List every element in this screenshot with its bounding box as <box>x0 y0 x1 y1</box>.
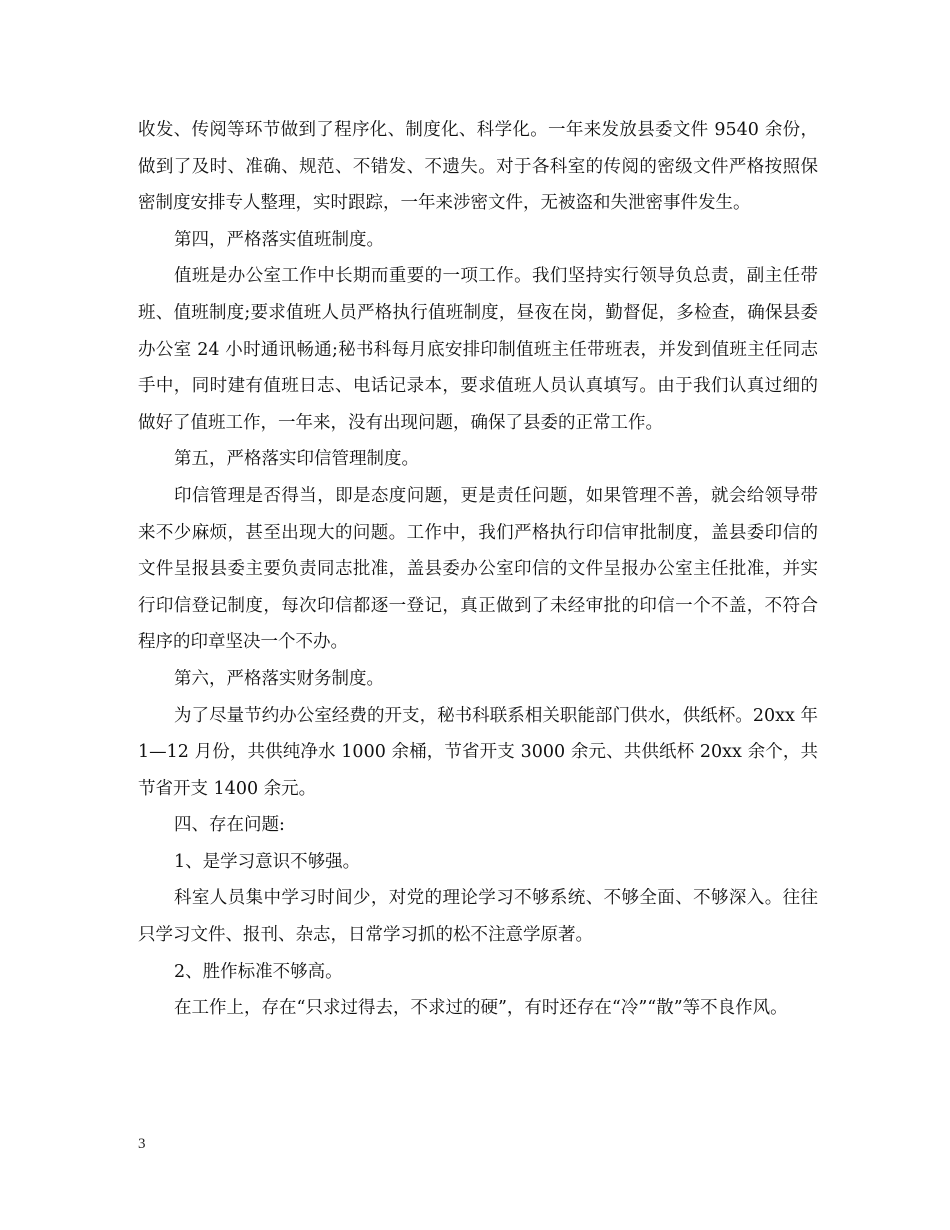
paragraph-continuation: 收发、传阅等环节做到了程序化、制度化、科学化。一年来发放县委文件 9540 余份，做到了及时、准确、规范、不错发、不遗失。对于各科室的传阅的密级文件严格按照保密制度安排专人整理，实时跟踪，一年来涉密文件，无被盗和失泄密事件发生。 <box>138 120 818 214</box>
paragraph-duty-system: 值班是办公室工作中长期而重要的一项工作。我们坚持实行领导负总责，副主任带班、值班制度;要求值班人员严格执行值班制度，昼夜在岗，勤督促，多检查，确保县委办公室 24 小时通讯畅通;秘书科每月底安排印制值班主任带班表，并发到值班主任同志手中，同时建有值班日志、电话记录本，要求值班人员认真填写。由于我们认真过细的做好了值班工作，一年来，没有出现问题，确保了县委的正常工作。 <box>138 266 818 433</box>
paragraph-problem-1: 科室人员集中学习时间少，对党的理论学习不够系统、不够全面、不够深入。往往只学习文件、报刊、杂志，日常学习抓的松不注意学原著。 <box>138 888 818 946</box>
heading-existing-problems: 四、存在问题: <box>174 815 285 836</box>
heading-seal-management: 第五，严格落实印信管理制度。 <box>174 449 419 470</box>
page-number: 3 <box>138 1136 146 1152</box>
paragraph-problem-2: 在工作上，存在“只求过得去，不求过的硬”，有时还存在“冷”“散”等不良作风。 <box>174 998 788 1019</box>
paragraph-finance-system: 为了尽量节约办公室经费的开支，秘书科联系相关职能部门供水，供纸杯。20xx 年 1—12 月份，共供纯净水 1000 余桶，节省开支 3000 余元、共供纸杯 20xx 余个，共节省开支 1400 余元。 <box>138 705 818 799</box>
subheading-problem-1: 1、是学习意识不够强。 <box>174 851 361 872</box>
heading-duty-system: 第四，严格落实值班制度。 <box>174 229 384 250</box>
subheading-problem-2: 2、胜作标准不够高。 <box>174 961 343 982</box>
paragraph-seal-management: 印信管理是否得当，即是态度问题，更是责任问题，如果管理不善，就会给领导带来不少麻烦，甚至出现大的问题。工作中，我们严格执行印信审批制度，盖县委印信的文件呈报县委主要负责同志批准，盖县委办公室印信的文件呈报办公室主任批准，并实行印信登记制度，每次印信都逐一登记，真正做到了未经审批的印信一个不盖，不符合程序的印章坚决一个不办。 <box>138 485 818 653</box>
document-body <box>138 112 818 1027</box>
heading-finance-system: 第六，严格落实财务制度。 <box>174 668 384 689</box>
